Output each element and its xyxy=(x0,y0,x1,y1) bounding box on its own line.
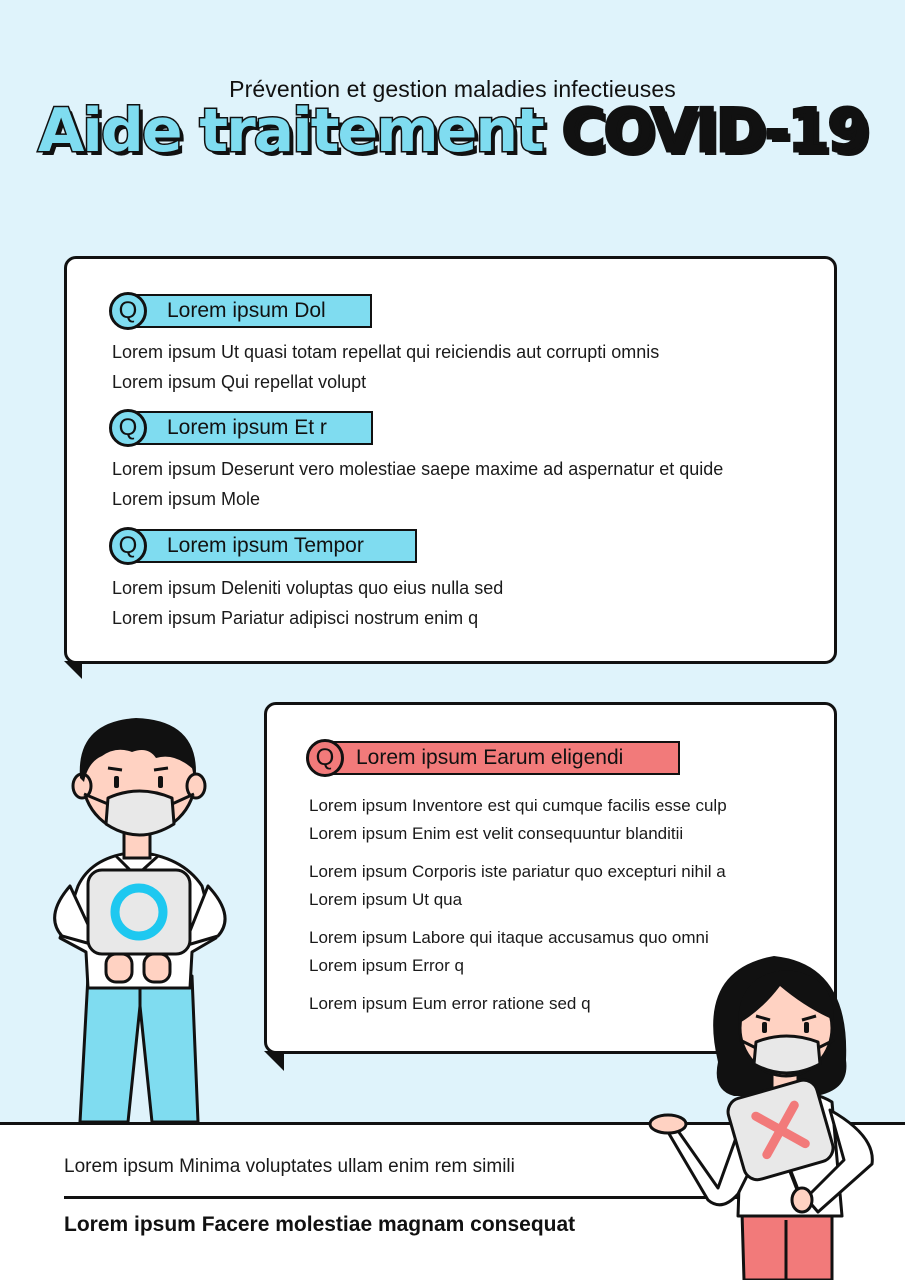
faq-answer-line: Lorem ipsum Mole xyxy=(112,489,261,509)
q-badge: Q xyxy=(306,739,344,777)
title-part-1: Aide traitement xyxy=(37,96,543,166)
footer-note: Lorem ipsum Minima voluptates ullam enim rem simili xyxy=(64,1156,515,1177)
o-sign xyxy=(88,870,190,954)
footer-headline: Lorem ipsum Facere molestiae magnam consequat xyxy=(64,1213,576,1236)
warning-line: Lorem ipsum Eum error ratione sed q xyxy=(309,994,591,1013)
title-part-2: COVID-19 xyxy=(561,96,868,166)
warning-bubble-tail xyxy=(264,1051,284,1071)
q-badge: Q xyxy=(109,292,147,330)
faq-answer-line: Lorem ipsum Qui repellat volupt xyxy=(112,372,367,392)
faq-answer-line: Lorem ipsum Pariatur adipisci nostrum enim q xyxy=(112,608,479,628)
faq-answer-2 xyxy=(112,454,723,514)
footer-divider xyxy=(64,1196,744,1199)
faq-question-label: Lorem ipsum Dol xyxy=(131,294,372,328)
warning-text-4 xyxy=(309,990,591,1018)
q-badge: Q xyxy=(109,527,147,565)
woman-illustration xyxy=(646,950,886,1280)
warning-line: Lorem ipsum Error q xyxy=(309,956,464,975)
man-illustration xyxy=(36,706,246,1126)
warning-question-label: Lorem ipsum Earum eligendi xyxy=(328,741,680,775)
faq-question-label: Lorem ipsum Et r xyxy=(131,411,373,445)
faq-answer-1 xyxy=(112,337,659,397)
warning-line: Lorem ipsum Labore qui itaque accusamus quo omni xyxy=(309,928,709,947)
warning-text-2 xyxy=(309,858,726,914)
warning-line: Lorem ipsum Inventore est qui cumque facilis esse culp xyxy=(309,796,727,815)
page-title xyxy=(0,96,905,166)
faq-answer-line: Lorem ipsum Deleniti voluptas quo eius nulla sed xyxy=(112,578,504,598)
warning-line: Lorem ipsum Ut qua xyxy=(309,890,463,909)
q-badge: Q xyxy=(109,409,147,447)
warning-line: Lorem ipsum Corporis iste pariatur quo excepturi nihil a xyxy=(309,862,726,881)
faq-bubble-tail xyxy=(64,661,82,679)
faq-answer-line: Lorem ipsum Ut quasi totam repellat qui reiciendis aut corrupti omnis xyxy=(112,342,660,362)
faq-answer-line: Lorem ipsum Deserunt vero molestiae saepe maxime ad aspernatur et quide xyxy=(112,459,724,479)
faq-answer-3 xyxy=(112,573,503,633)
warning-text-1 xyxy=(309,792,727,848)
page-subtitle: Prévention et gestion maladies infectieuses xyxy=(229,76,676,102)
warning-line: Lorem ipsum Enim est velit consequuntur blanditii xyxy=(309,824,684,843)
faq-question-label: Lorem ipsum Tempor xyxy=(131,529,417,563)
